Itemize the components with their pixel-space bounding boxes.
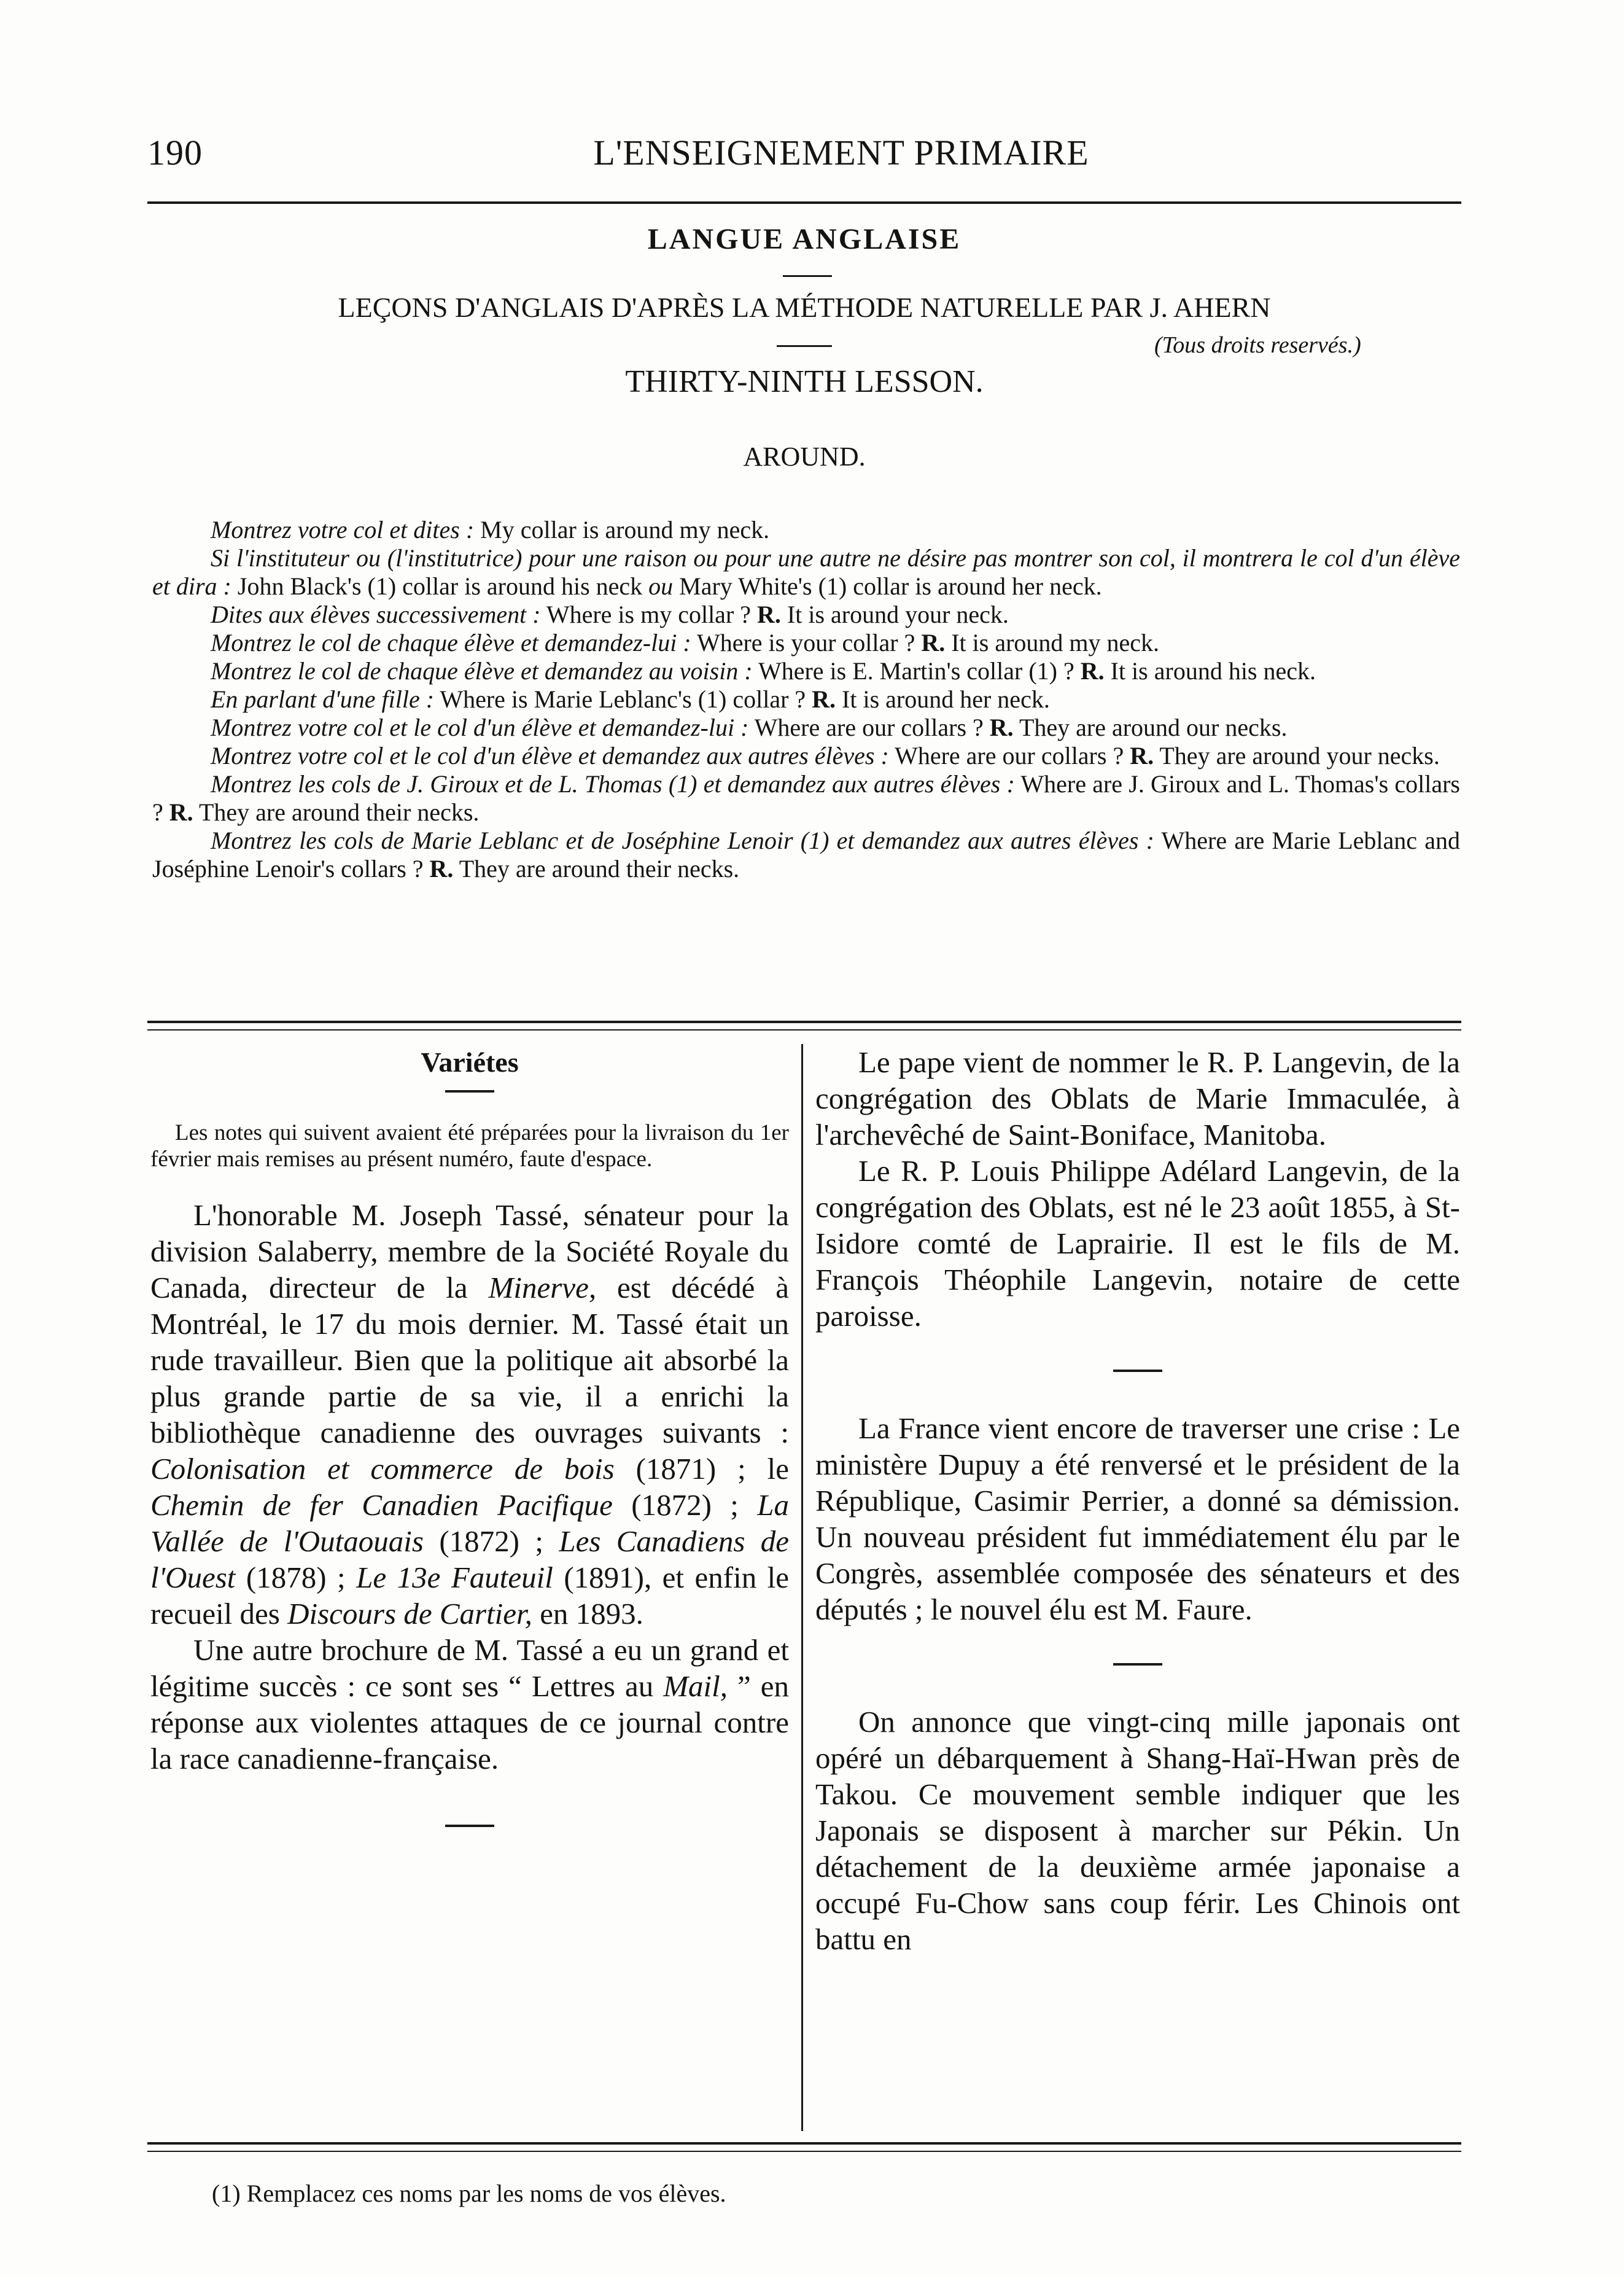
lesson-line: Montrez votre col et le col d'un élève et demandez-lui : Where are our collars ? R. They are around our necks. [211,714,1288,741]
section-rule [147,1029,1461,1031]
paragraph-langevin-nomination: Le pape vient de nommer le R. P. Langevin, de la congrégation des Oblats de Marie Immaculée, à l'archevêché de Saint-Boniface, Manitoba. [815,1045,1460,1152]
lesson-line: Montrez le col de chaque élève et demandez-lui : Where is your collar ? R. It is around my neck. [211,629,1160,657]
journal-title: L'ENSEIGNEMENT PRIMAIRE [593,133,1089,173]
divider [445,1090,494,1093]
footnote: (1) Remplacez ces noms par les noms de vos élèves. [212,2180,726,2207]
lesson-body [152,516,1460,883]
paragraph-france: La France vient encore de traverser une crise : Le ministère Dupuy a été renversé et le président de la République, Casimir Perrier, a donné sa démission. Un nouveau président fut immédiatement élu par le Congrès, assemblée composée des sénateurs et des députés ; le nouvel élu est M. Faure. [815,1411,1460,1626]
section-heading: Variétes [421,1046,519,1078]
lesson-line: Montrez votre col et dites : My collar is around my neck. [211,516,770,544]
footer-rule [147,2151,1461,2152]
divider [783,275,832,277]
paragraph-langevin-bio: Le R. P. Louis Philippe Adélard Langevin, de la congrégation des Oblats, est né le 23 août 1855, à St-Isidore comté de Laprairie. Il est le fils de M. François Théophile Langevin, notaire de cette paroisse. [815,1154,1460,1333]
divider [777,345,832,347]
section-rule [147,1021,1461,1023]
paragraph-brochure: Une autre brochure de M. Tassé a eu un grand et légitime succès : ce sont ses “ Lettres au Mail, ” en réponse aux violentes attaques de ce journal contre la race canadienne-française. [150,1633,790,1775]
divider [1113,1663,1162,1666]
divider [1113,1370,1162,1372]
lesson-line: Dites aux élèves successivement : Where is my collar ? R. It is around your neck. [211,601,1009,628]
lesson-line: Montrez votre col et le col d'un élève et demandez aux autres élèves : Where are our collars ? R. They are around your necks. [211,742,1440,770]
rights-notice: (Tous droits reservés.) [1154,332,1361,358]
paragraph-japan: On annonce que vingt-cinq mille japonais ont opéré un débarquement à Shang-Haï-Hwan près de Takou. Ce mouvement semble indiquer que les Japonais se disposent à marcher sur Pékin. Un détachement de la deuxième armée japonaise a occupé Fu-Chow sans coup férir. Les Chinois ont battu en [815,1705,1460,1956]
column-divider [801,1044,803,2131]
lesson-line: Montrez les cols de Marie Leblanc et de Joséphine Lenoir (1) et demandez aux autres élèves : Where are Marie Leblanc and Joséphine Lenoir's collars ? R. They are around their necks. [152,827,1461,883]
page-number: 190 [147,133,203,173]
right-column [815,1044,1460,1957]
lesson-subtitle: LEÇONS D'ANGLAIS D'APRÈS LA MÉTHODE NATURELLE PAR J. AHERN [338,292,1271,323]
footer-rule [147,2142,1461,2145]
section-title: LANGUE ANGLAISE [647,223,962,255]
lesson-line: Montrez le col de chaque élève et demandez au voisin : Where is E. Martin's collar (1) ? R. It is around his neck. [211,657,1316,685]
lesson-word: AROUND. [743,442,866,472]
divider [445,1825,494,1827]
editor-note: Les notes qui suivent avaient été préparées pour la livraison du 1er février mais remises au présent numéro, faute d'espace. [150,1120,789,1172]
lesson-line: Si l'instituteur ou (l'institutrice) pour une raison ou pour une autre ne désire pas montrer son col, il montrera le col d'un élève et dira : John Black's (1) collar is around his neck ou Mary White's (1) collar is around her neck. [152,544,1460,600]
lesson-title: THIRTY-NINTH LESSON. [625,364,984,399]
lesson-line: En parlant d'une fille : Where is Marie Leblanc's (1) collar ? R. It is around her neck. [211,685,1050,713]
lesson-line: Montrez les cols de J. Giroux et de L. Thomas (1) et demandez aux autres élèves : Where are J. Giroux and L. Thomas's collars ? R. They are around their necks. [152,770,1460,826]
paragraph-tasse: L'honorable M. Joseph Tassé, sénateur pour la division Salaberry, membre de la Société Royale du Canada, directeur de la Minerve, est décédé à Montréal, le 17 du mois dernier. M. Tassé était un rude travailleur. Bien que la politique ait absorbé la plus grande partie de sa vie, il a enrichi la bibliothèque canadienne des ouvrages suivants : Colonisation et commerce de bois (1871) ; le Chemin de fer Canadien Pacifique (1872) ; La Vallée de l'Outaouais (1872) ; Les Canadiens de l'Ouest (1878) ; Le 13e Fauteuil (1891), et enfin le recueil des Discours de Cartier, en 1893. [150,1198,790,1631]
left-column [150,1044,789,1827]
header-rule [147,201,1461,204]
